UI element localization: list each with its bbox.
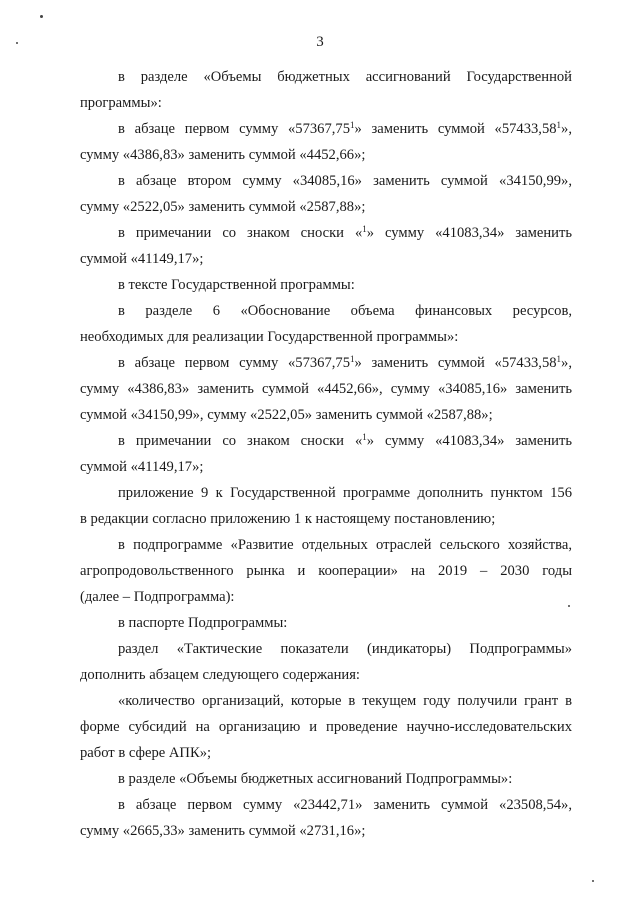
text-line: в разделе «Объемы бюджетных ассигнований Подпрограммы»: [118,771,513,787]
scan-speck [40,15,43,18]
text-line: в примечании со знаком сноски «$^1$» сумму «41083,34» заменить [118,224,573,241]
text-line: в абзаце втором сумму «34085,16» заменить суммой «34150,99», [118,173,572,189]
footnote-mark: 1 [556,120,562,130]
footnote-mark: 1 [362,432,367,442]
text-line: сумму «4386,83» заменить суммой «4452,66»; [80,147,366,163]
text-line: работ в сфере АПК»; [80,745,212,761]
text-line: необходимых для реализации Государственной программы»: [80,329,459,345]
text-line: агропродовольственного рынка и кооперации» на 2019 – 2030 годы [80,563,572,579]
text-line: в разделе 6 «Обоснование объема финансовых ресурсов, [118,303,572,319]
text-line: в абзаце первом сумму «57367,75$^1$» заменить суммой «57433,58$^1$», [118,120,572,137]
text-line: дополнить абзацем следующего содержания: [80,667,360,683]
text-line: «количество организаций, которые в текущем году получили грант в [118,693,572,709]
text-line: приложение 9 к Государственной программе дополнить пунктом 156 [118,485,572,501]
footnote-mark: 1 [362,224,367,234]
text-line: в тексте Государственной программы: [118,277,355,293]
text-line: раздел «Тактические показатели (индикаторы) Подпрограммы» [118,641,572,657]
text-line: в подпрограмме «Развитие отдельных отраслей сельского хозяйства, [118,537,572,553]
footnote-mark: 1 [350,354,355,364]
footnote-mark: 1 [556,354,562,364]
scan-speck [568,605,570,607]
text-line: программы»: [80,95,162,111]
scan-speck [592,880,594,882]
text-line: суммой «41149,17»; [80,251,204,267]
text-line: в абзаце первом сумму «57367,75$^1$» заменить суммой «57433,58$^1$», [118,354,572,371]
text-line: суммой «41149,17»; [80,459,204,475]
text-line: сумму «2522,05» заменить суммой «2587,88»; [80,199,366,215]
scan-speck [16,42,18,44]
text-line: суммой «34150,99», сумму «2522,05» заменить суммой «2587,88»; [80,407,493,423]
text-line: в примечании со знаком сноски «$^1$» сумму «41083,34» заменить [118,432,573,449]
text-line: (далее – Подпрограмма): [80,589,235,605]
text-line: в паспорте Подпрограммы: [118,615,288,631]
footnote-mark: 1 [350,120,355,130]
page-number: 3 [316,34,324,50]
text-line: в абзаце первом сумму «23442,71» заменить суммой «23508,54», [118,797,572,813]
text-line: сумму «2665,33» заменить суммой «2731,16»; [80,823,366,839]
text-line: сумму «4386,83» заменить суммой «4452,66», сумму «34085,16» заменить [80,381,572,397]
text-line: форме субсидий на организацию и проведение научно-исследовательских [80,719,572,735]
text-line: в разделе «Объемы бюджетных ассигнований Государственной [118,69,572,85]
text-line: в редакции согласно приложению 1 к настоящему постановлению; [80,511,496,527]
